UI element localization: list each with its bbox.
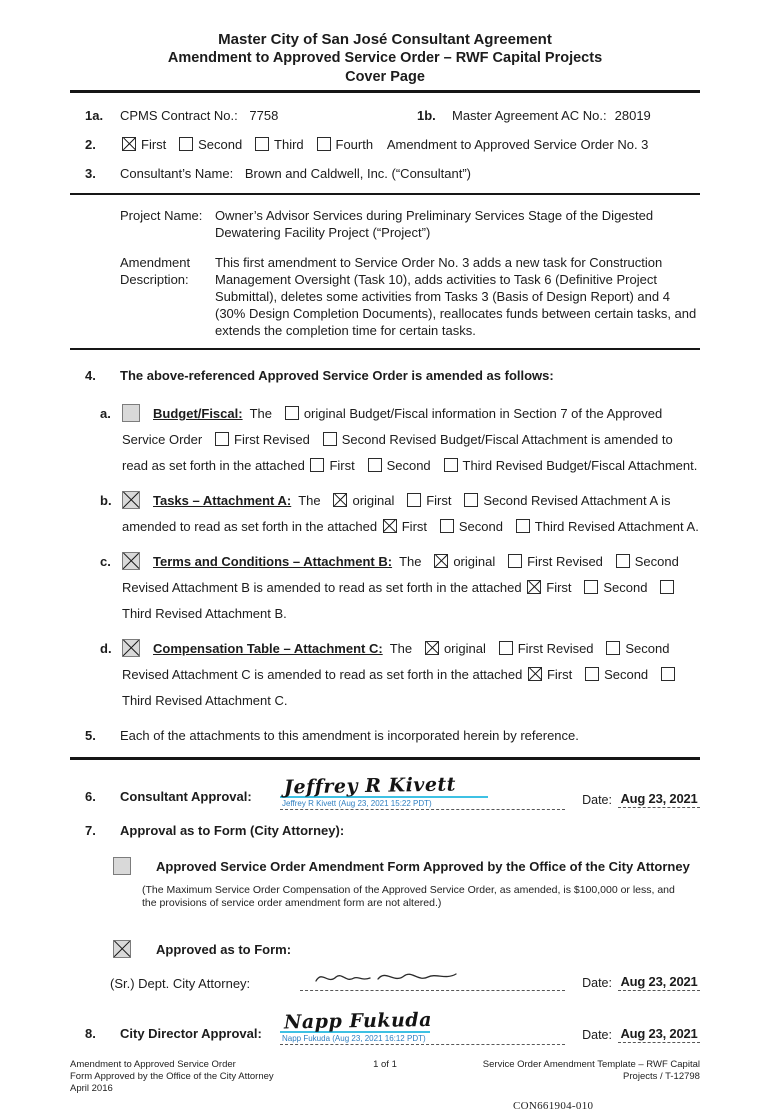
consultant-date-value: Aug 23, 2021	[620, 791, 698, 806]
city-director-signature-field[interactable]	[280, 1010, 565, 1046]
city-director-date-field	[582, 1026, 700, 1043]
text-segment: The	[291, 493, 332, 508]
clause-compensation-attachment-c	[70, 636, 700, 714]
checkbox-c-attached-third[interactable]	[660, 580, 674, 594]
option1-note: (The Maximum Service Order Compensation of the Approved Service Order, as amended, is $100,000 or less, and the provisions of service order amendment form are not altered.)	[142, 884, 675, 909]
text-segment: Second Revised Attachment B is amended to read as set forth in the attached	[122, 554, 683, 595]
divider-signatures	[70, 757, 700, 760]
item-number-2: 2.	[85, 137, 96, 152]
checkbox-d-second-revised[interactable]	[606, 641, 620, 655]
divider-header	[70, 90, 700, 93]
city-attorney-signature-scribble	[312, 965, 472, 989]
row-consultant-name	[70, 165, 700, 182]
city-director-signature-detail: Napp Fukuda (Aug 23, 2021 16:12 PDT)	[282, 1034, 426, 1043]
document-code: CON661904-010	[513, 1100, 594, 1112]
checkbox-b-second[interactable]	[464, 493, 478, 507]
footer-right-line1: Service Order Amendment Template – RWF Capital	[482, 1059, 700, 1070]
text-segment: Fourth Amendment to Approved Service Order No. 3	[335, 137, 649, 152]
footer-left-line1: Amendment to Approved Service Order	[70, 1059, 236, 1070]
city-attorney-date-field	[582, 974, 700, 991]
text-segment: Third Revised Attachment B.	[122, 606, 287, 621]
date-label: Date:	[582, 976, 612, 990]
cpms-contract-value: 7758	[249, 108, 279, 123]
clause-a-title: Budget/Fiscal:	[153, 406, 243, 421]
section5-text: Each of the attachments to this amendment is incorporated herein by reference.	[120, 728, 579, 743]
city-attorney-label: (Sr.) Dept. City Attorney:	[110, 976, 251, 991]
text-segment: First Revised	[234, 432, 321, 447]
text-segment: Second Revised Budget/Fiscal Attachment is amended to read as set forth in the attached	[122, 432, 677, 473]
item-number-7: 7.	[85, 823, 96, 838]
item-number-1b: 1b.	[417, 108, 436, 123]
text-segment: original Budget/Fiscal information in Section 7 of the Approved Service Order	[122, 406, 666, 447]
date-label: Date:	[582, 1028, 612, 1042]
divider-consultant	[70, 193, 700, 195]
text-segment: Second	[198, 137, 254, 152]
checkbox-clause-c[interactable]	[122, 552, 140, 570]
date-line	[618, 1026, 700, 1043]
footer-left	[70, 1059, 334, 1095]
text-segment: Third Revised Attachment A.	[534, 519, 699, 534]
master-agreement-label: Master Agreement AC No.:	[452, 108, 607, 123]
text-segment: First	[329, 458, 366, 473]
checkbox-b-attached-first[interactable]	[383, 519, 397, 533]
checkbox-d-attached-first[interactable]	[528, 667, 542, 681]
text-segment: First	[426, 493, 463, 508]
option2-title: Approved as to Form:	[156, 942, 292, 957]
text-segment: Second	[603, 580, 659, 595]
page-footer	[70, 1059, 700, 1112]
text-segment: First	[546, 580, 583, 595]
section4-title: The above-referenced Approved Service Order is amended as follows:	[120, 368, 554, 383]
doc-title-line2: Amendment to Approved Service Order – RWF Capital Projects	[167, 50, 603, 66]
checkbox-b-original[interactable]	[333, 493, 347, 507]
project-name-value: Owner’s Advisor Services during Preliminary Services Stage of the Digested Dewatering Facility Project (“Project”)	[215, 208, 654, 240]
clause-letter-d: d.	[100, 641, 112, 656]
text-segment: Third	[274, 137, 315, 152]
text-segment: The	[392, 554, 433, 569]
option1-title: Approved Service Order Amendment Form Approved by the Office of the City Attorney	[156, 859, 690, 874]
consultant-signature-name: Jeffrey R Kivett	[283, 772, 457, 798]
checkbox-first-amendment[interactable]	[122, 137, 136, 151]
checkbox-c-first-revised[interactable]	[508, 554, 522, 568]
date-line	[618, 974, 700, 991]
checkbox-c-original[interactable]	[434, 554, 448, 568]
text-segment: Second Revised Attachment A is amended to read as set forth in the attached	[122, 493, 675, 534]
city-director-approval-row	[70, 1001, 700, 1049]
clause-tasks-attachment-a	[70, 488, 700, 540]
row-amendment-ordinal	[70, 136, 700, 153]
item-number-8: 8.	[85, 1026, 96, 1041]
document-header	[70, 30, 700, 87]
amendment-description-label: Amendment Description:	[120, 255, 191, 287]
text-segment: First	[141, 137, 178, 152]
clause-letter-c: c.	[100, 554, 111, 569]
city-attorney-signature-field[interactable]	[300, 965, 565, 991]
text-segment: First Revised	[527, 554, 614, 569]
checkbox-a-attached-second[interactable]	[368, 458, 382, 472]
consultant-approval-row	[70, 762, 700, 814]
checkbox-fourth-amendment[interactable]	[317, 137, 331, 151]
checkbox-d-attached-third[interactable]	[661, 667, 675, 681]
cpms-contract-label: CPMS Contract No.:	[120, 108, 238, 123]
text-segment: Second	[458, 519, 514, 534]
city-director-approval-label: City Director Approval:	[120, 1026, 262, 1041]
checkbox-c-second-revised[interactable]	[616, 554, 630, 568]
consultant-date-field	[582, 791, 700, 808]
text-segment: original	[453, 554, 507, 569]
option-approved-form-template	[70, 857, 700, 876]
city-attorney-signature-row	[70, 959, 700, 999]
consultant-approval-label: Consultant Approval:	[120, 789, 252, 804]
item-number-5: 5.	[85, 728, 96, 743]
row-contract-numbers	[70, 107, 700, 124]
date-line	[618, 791, 700, 808]
checkbox-d-original[interactable]	[425, 641, 439, 655]
checkbox-a-second-revised[interactable]	[323, 432, 337, 446]
checkbox-c-attached-first[interactable]	[527, 580, 541, 594]
consultant-name-value: Brown and Caldwell, Inc. (“Consultant”)	[244, 166, 471, 181]
city-director-date-value: Aug 23, 2021	[620, 1026, 698, 1041]
clause-letter-a: a.	[100, 406, 111, 421]
clause-budget-fiscal	[70, 401, 700, 479]
text-segment: Second	[604, 667, 659, 682]
amendment-description-value: This first amendment to Service Order No. 3 adds a new task for Construction Management Oversight (Task 10), adds activities to Task 6 (Definitive Project Submittal), deletes some activities from Tasks 3 (Basis of Design Report) and 4 (30% Design Completion Documents), reallocates funds between certain tasks, and extends the completion time for certain tasks.	[215, 255, 697, 338]
section7-title: Approval as to Form (City Attorney):	[120, 823, 345, 838]
master-agreement-value: 28019	[614, 108, 651, 123]
footer-left-line3: April 2016	[70, 1083, 113, 1094]
text-segment: original	[352, 493, 406, 508]
text-segment: First	[401, 519, 438, 534]
clause-terms-attachment-b	[70, 549, 700, 627]
footer-right-line2: Projects / T-12798	[623, 1071, 700, 1082]
text-segment: Third Revised Budget/Fiscal Attachment.	[462, 458, 698, 473]
signature-line	[300, 990, 565, 991]
section4-heading	[70, 367, 700, 384]
clause-letter-b: b.	[100, 493, 112, 508]
amendment-ordinal-options	[120, 137, 648, 152]
consultant-signature-field[interactable]	[280, 772, 565, 811]
doc-title-line1: Master City of San José Consultant Agreement	[218, 31, 552, 48]
checkbox-b-first[interactable]	[407, 493, 421, 507]
doc-title-line3: Cover Page	[345, 69, 425, 85]
checkbox-b-attached-third[interactable]	[516, 519, 530, 533]
section5-row	[70, 727, 700, 744]
text-segment: Second	[386, 458, 442, 473]
project-name-label: Project Name:	[120, 208, 203, 223]
clause-d-title: Compensation Table – Attachment C:	[153, 641, 383, 656]
checkbox-a-first-revised[interactable]	[215, 432, 229, 446]
checkbox-clause-d[interactable]	[122, 639, 140, 657]
master-agreement-field	[452, 107, 651, 124]
signature-line	[280, 809, 565, 810]
text-segment: Second Revised Attachment C is amended to read as set forth in the attached	[122, 641, 674, 682]
text-segment: Third Revised Attachment C.	[122, 693, 288, 708]
checkbox-clause-a[interactable]	[122, 404, 140, 422]
city-director-signature-name: Napp Fukuda	[283, 1008, 433, 1033]
checkbox-clause-b[interactable]	[122, 491, 140, 509]
consultant-name-label: Consultant’s Name:	[120, 166, 234, 181]
signature-line	[280, 1044, 565, 1045]
text-segment: First Revised	[517, 641, 605, 656]
item-number-6: 6.	[85, 789, 96, 804]
footer-right	[436, 1059, 700, 1095]
checkbox-a-attached-third[interactable]	[444, 458, 458, 472]
footer-left-line2: Form Approved by the Office of the City Attorney	[70, 1071, 274, 1082]
item-number-3: 3.	[85, 166, 96, 181]
section7-heading	[70, 822, 700, 839]
checkbox-approved-form-template[interactable]	[113, 857, 131, 875]
checkbox-d-attached-second[interactable]	[585, 667, 599, 681]
text-segment: First	[546, 667, 584, 682]
project-name-row	[70, 207, 700, 241]
text-segment: The	[242, 406, 283, 421]
clause-c-title: Terms and Conditions – Attachment B:	[153, 554, 393, 569]
page-number: 1 of 1	[373, 1059, 397, 1070]
clause-b-title: Tasks – Attachment A:	[153, 493, 292, 508]
option-approved-as-to-form	[70, 940, 700, 959]
item-number-4: 4.	[85, 368, 96, 383]
checkbox-a-original[interactable]	[285, 406, 299, 420]
date-label: Date:	[582, 793, 612, 807]
city-attorney-date-value: Aug 23, 2021	[620, 974, 698, 989]
text-segment: The	[382, 641, 423, 656]
checkbox-third-amendment[interactable]	[255, 137, 269, 151]
consultant-signature-detail: Jeffrey R Kivett (Aug 23, 2021 15:22 PDT)	[282, 799, 432, 808]
checkbox-a-attached-first[interactable]	[310, 458, 324, 472]
checkbox-second-amendment[interactable]	[179, 137, 193, 151]
checkbox-b-attached-second[interactable]	[440, 519, 454, 533]
amendment-description-row	[70, 254, 700, 339]
text-segment: original	[443, 641, 497, 656]
checkbox-d-first-revised[interactable]	[499, 641, 513, 655]
item-number-1a: 1a.	[85, 108, 104, 123]
checkbox-c-attached-second[interactable]	[584, 580, 598, 594]
divider-description	[70, 348, 700, 350]
checkbox-approved-as-to-form[interactable]	[113, 940, 131, 958]
